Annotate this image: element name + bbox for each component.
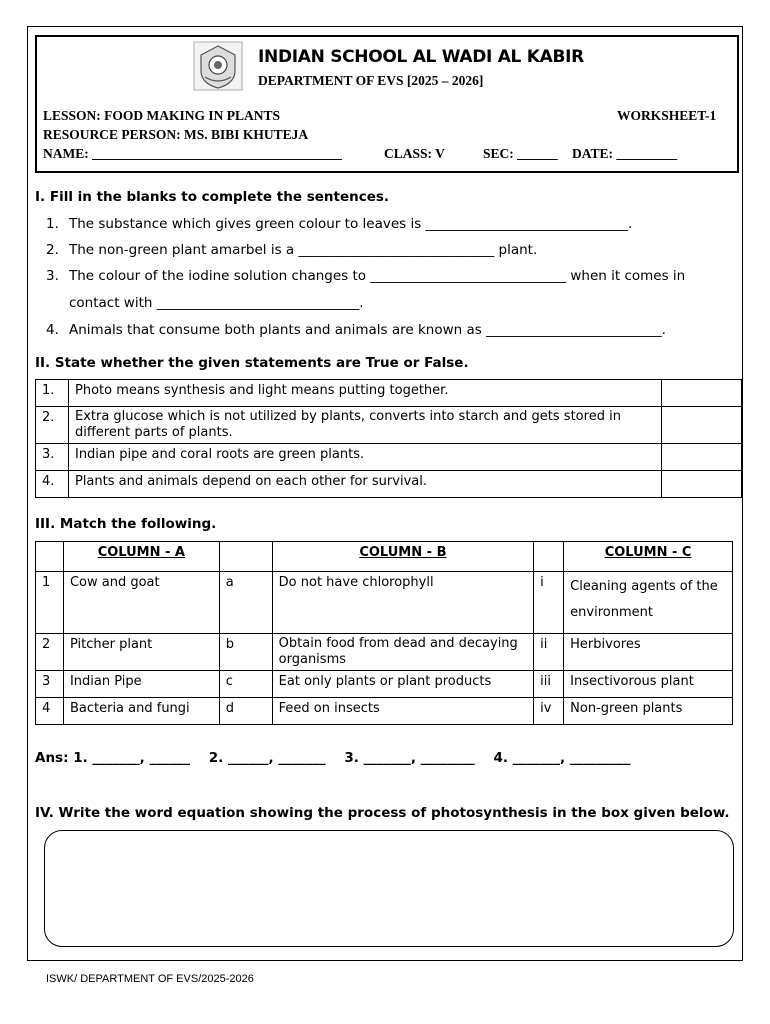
q4-text[interactable]: Animals that consume both plants and animals are known as __________________________. (69, 322, 666, 338)
column-a-cell: Bacteria and fungi (63, 698, 219, 725)
letter-cell: d (219, 698, 272, 725)
name-field[interactable]: NAME: _____________________________________ (43, 146, 342, 161)
q3-number: 3. (46, 268, 59, 284)
resource-person: RESOURCE PERSON: MS. BIBI KHUTEJA (43, 127, 309, 142)
sec-field[interactable]: SEC: ______ (483, 146, 558, 161)
table-row (36, 634, 733, 671)
q1-number: 1. (46, 216, 59, 232)
tf-answer-cell[interactable] (662, 407, 742, 444)
tf-statement: Photo means synthesis and light means putting together. (68, 380, 661, 407)
tf-answer-cell[interactable] (662, 444, 742, 471)
date-field[interactable]: DATE: _________ (572, 146, 678, 161)
letter-cell: b (219, 634, 272, 671)
school-name: INDIAN SCHOOL AL WADI AL KABIR (258, 47, 584, 67)
table-row (36, 407, 742, 444)
column-a-cell: Pitcher plant (63, 634, 219, 671)
section-4-heading: IV. Write the word equation showing the process of photosynthesis in the box given below. (35, 805, 730, 821)
q3-text-line1[interactable]: The colour of the iodine solution changes to _____________________________ when it comes in (69, 268, 686, 284)
section-1-heading: I. Fill in the blanks to complete the sentences. (35, 189, 390, 205)
row-number: 2 (36, 634, 64, 671)
footer-text: ISWK/ DEPARTMENT OF EVS/2025-2026 (46, 973, 254, 985)
true-false-table (35, 379, 742, 498)
department-title: DEPARTMENT OF EVS [2025 – 2026] (258, 73, 484, 88)
column-c-cell: Herbivores (564, 634, 733, 671)
tf-statement: Plants and animals depend on each other for survival. (68, 471, 661, 498)
tf-statement: Extra glucose which is not utilized by plants, converts into starch and gets stored in different parts of plants. (68, 407, 661, 444)
tf-statement: Indian pipe and coral roots are green plants. (68, 444, 661, 471)
q2-text[interactable]: The non-green plant amarbel is a _____________________________ plant. (69, 242, 538, 258)
table-header-row (36, 542, 733, 572)
tf-number: 3. (36, 444, 69, 471)
q3-text-line2[interactable]: contact with ______________________________. (69, 295, 364, 311)
tf-number: 4. (36, 471, 69, 498)
column-c-cell: Non-green plants (564, 698, 733, 725)
table-row (36, 444, 742, 471)
tf-number: 1. (36, 380, 69, 407)
roman-cell: ii (534, 634, 564, 671)
match-table (35, 541, 733, 725)
tf-number: 2. (36, 407, 69, 444)
class-field: CLASS: V (384, 146, 445, 161)
column-b-cell: Feed on insects (272, 698, 534, 725)
row-number: 4 (36, 698, 64, 725)
column-c-cell: Insectivorous plant (564, 671, 733, 698)
table-row (36, 698, 733, 725)
tf-answer-cell[interactable] (662, 380, 742, 407)
tf-answer-cell[interactable] (662, 471, 742, 498)
table-row (36, 380, 742, 407)
q1-text[interactable]: The substance which gives green colour to leaves is ______________________________. (69, 216, 633, 232)
letter-cell: c (219, 671, 272, 698)
lesson-title: LESSON: FOOD MAKING IN PLANTS (43, 108, 281, 123)
column-a-cell: Cow and goat (63, 572, 219, 634)
roman-cell: i (534, 572, 564, 634)
q4-number: 4. (46, 322, 59, 338)
worksheet-label: WORKSHEET-1 (617, 108, 717, 123)
section-3-heading: III. Match the following. (35, 516, 217, 532)
q2-number: 2. (46, 242, 59, 258)
column-b-cell: Do not have chlorophyll (272, 572, 534, 634)
column-a-cell: Indian Pipe (63, 671, 219, 698)
section-2-heading: II. State whether the given statements are True or False. (35, 355, 469, 371)
equation-answer-box[interactable] (44, 830, 734, 947)
table-row (36, 471, 742, 498)
table-row (36, 671, 733, 698)
school-logo-icon (193, 41, 243, 91)
column-c-header: COLUMN - C (564, 542, 733, 572)
table-row (36, 572, 733, 634)
letter-cell: a (219, 572, 272, 634)
column-c-cell: Cleaning agents of the environment (564, 572, 733, 634)
column-b-cell: Obtain food from dead and decaying organisms (272, 634, 534, 671)
roman-cell: iv (534, 698, 564, 725)
row-number: 1 (36, 572, 64, 634)
column-b-header: COLUMN - B (272, 542, 534, 572)
roman-cell: iii (534, 671, 564, 698)
match-answer-line[interactable]: Ans: 1. _______, ______ 2. ______, _______ 3. _______, ________ 4. _______, _________ (35, 750, 631, 766)
column-b-cell: Eat only plants or plant products (272, 671, 534, 698)
row-number: 3 (36, 671, 64, 698)
column-a-header: COLUMN - A (63, 542, 219, 572)
